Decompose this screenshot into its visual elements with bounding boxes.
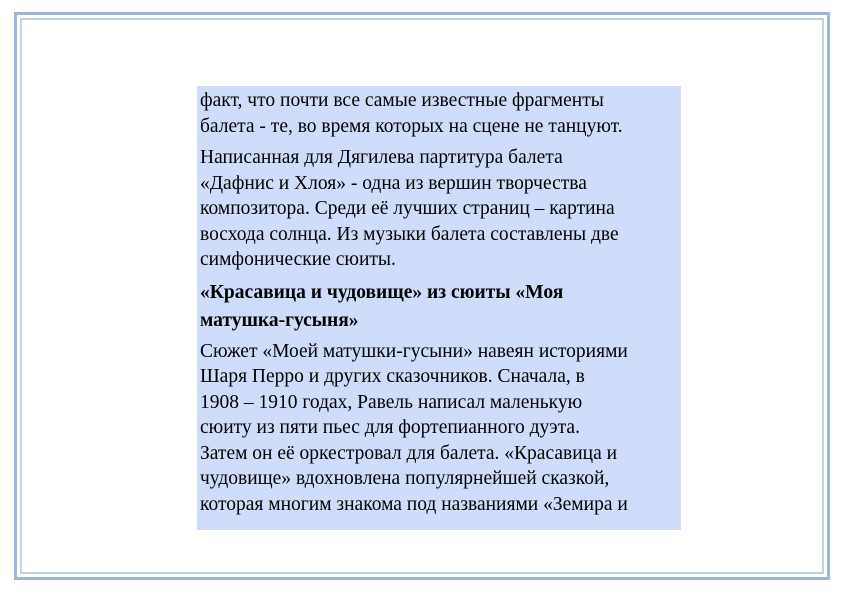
text-line: которая многим знакома под названиями «Земира и [200,493,628,515]
text-line: Шаря Перро и других сказочников. Сначала, в [200,366,585,387]
text-line: симфонические сюиты. [200,249,396,270]
heading-line: «Красавица и чудовище» из сюиты «Моя [200,281,564,303]
text-line: Сюжет «Моей матушки-гусыни» навеян историями [200,340,628,362]
text-line: восхода солнца. Из музыки балета составлены две [200,223,619,245]
text-line: факт, что почти все самые известные фрагменты [200,90,604,111]
section-heading [200,279,677,335]
text-line: балета - те, во время которых на сцене не танцуют. [200,115,623,137]
text-line: 1908 – 1910 годах, Равель написал маленькую [200,391,583,413]
paragraph-mother-goose [200,339,677,518]
text-block [197,86,681,530]
paragraph-intro [200,88,677,139]
text-line: Затем он её оркестровал для балета. «Красавица и [200,442,618,464]
text-line: чудовище» вдохновлена популярнейшей сказкой, [200,468,610,489]
text-line: «Дафнис и Хлоя» - одна из вершин творчества [200,172,587,194]
text-line: композитора. Среди её лучших страниц – картина [200,198,615,219]
paragraph-daphnis [200,145,677,273]
text-line: сюиту из пяти пьес для фортепианного дуэта. [200,417,580,438]
text-line: Написанная для Дягилева партитура балета [200,147,563,168]
heading-line: матушка-гусыня» [200,309,359,331]
